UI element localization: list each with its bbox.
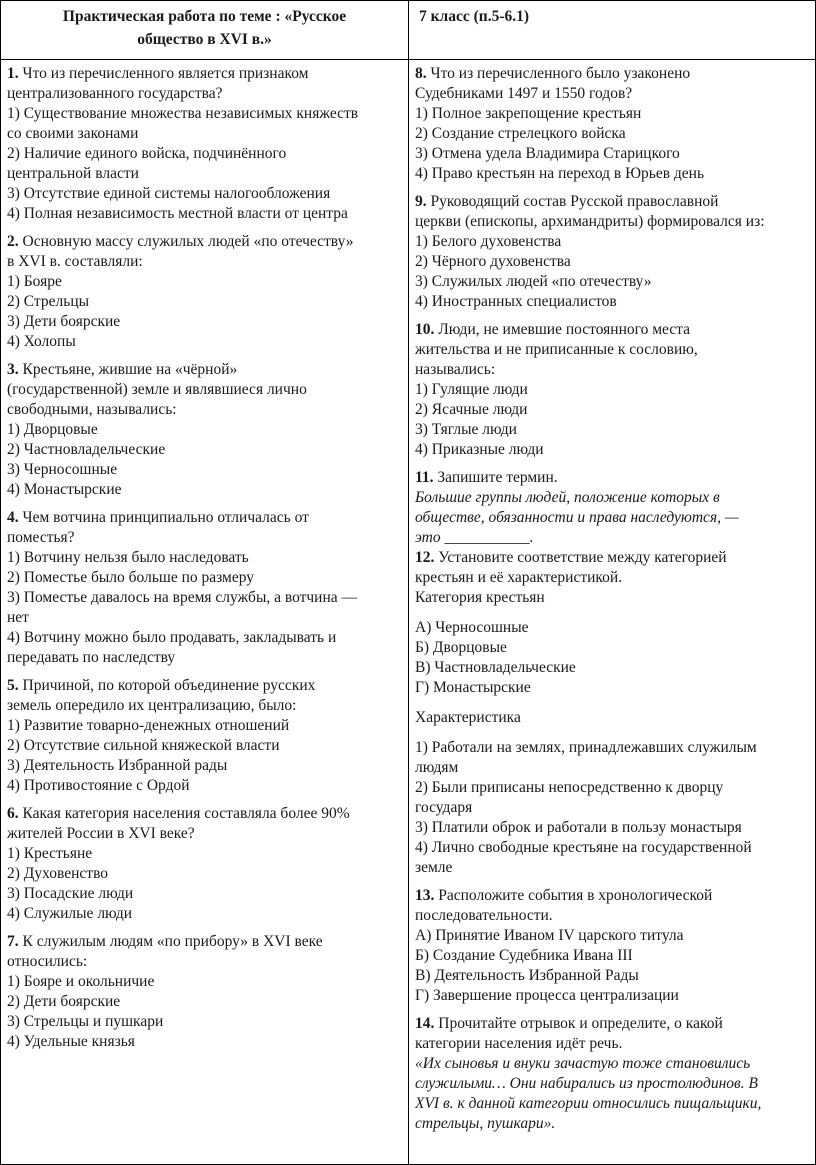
question-8 [415, 64, 811, 184]
question-4-line [7, 508, 402, 528]
question-text: Судебниками 1497 и 1550 годов? [415, 85, 633, 102]
question-text: крестьян и её характеристикой. [415, 569, 623, 586]
answer-option: нет [7, 609, 29, 626]
question-text: Какая категория населения составляла более 90% [22, 805, 350, 822]
characteristic-option: 3) Платили оброк и работали в пользу монастыря [415, 819, 742, 836]
answer-option: центральной власти [7, 165, 139, 182]
question-7 [7, 932, 402, 1052]
question-number: 5. [7, 677, 19, 694]
question-number: 4. [7, 509, 19, 526]
question-text: категории населения идёт речь. [415, 1035, 623, 1052]
title-line-1: Практическая работа по теме : «Русское [62, 8, 347, 25]
question-text: Крестьяне, жившие на «чёрной» [22, 361, 238, 378]
answer-option: Б) Создание Судебника Ивана III [415, 947, 633, 964]
answer-option: 2) Стрельцы [7, 293, 90, 310]
question-number: 10. [415, 321, 435, 338]
answer-option: 1) Бояре и окольничие [7, 973, 155, 990]
answer-option: 1) Дворцовые [7, 421, 98, 438]
question-text: последовательности. [415, 907, 553, 924]
answer-option: 2) Наличие единого войска, подчинённого [7, 145, 287, 162]
question-3 [7, 360, 402, 500]
answer-option: 1) Развитие товарно-денежных отношений [7, 717, 290, 734]
question-10 [415, 320, 811, 460]
excerpt-text: служилыми… Они набирались из простолюдинов. В [415, 1075, 758, 1092]
question-text: поместья? [7, 529, 75, 546]
question-number: 7. [7, 933, 19, 950]
question-text: Запишите термин. [437, 469, 558, 486]
answer-option: 3) Стрельцы и пушкари [7, 1013, 164, 1030]
question-text: Причиной, по которой объединение русских [22, 677, 316, 694]
question-text: Установите соответствие между категорией [438, 549, 727, 566]
question-text: Что из перечисленного является признаком [22, 65, 309, 82]
term-definition: обществе, обязанности и права наследуются, — [415, 509, 739, 526]
characteristic-option: земле [415, 859, 453, 876]
question-13-line [415, 886, 811, 906]
question-number: 11. [415, 469, 434, 486]
left-questions [1, 60, 408, 1052]
question-2-line [7, 232, 402, 252]
answer-option: 2) Отсутствие сильной княжеской власти [7, 737, 280, 754]
answer-option: 1) Полное закрепощение крестьян [415, 105, 642, 122]
question-13 [415, 886, 811, 1006]
question-11 [415, 468, 811, 548]
answer-option: 4) Противостояние с Ордой [7, 777, 190, 794]
question-number: 2. [7, 233, 19, 250]
characteristic-option: государя [415, 799, 473, 816]
right-column [409, 60, 816, 1165]
answer-option: 4) Иностранных специалистов [415, 293, 617, 310]
answer-option: 3) Посадские люди [7, 885, 134, 902]
characteristic-option: 1) Работали на землях, принадлежавших служилым [415, 739, 757, 756]
answer-option: 3) Деятельность Избранной рады [7, 757, 228, 774]
question-number: 8. [415, 65, 427, 82]
answer-option: 3) Тяглые люди [415, 421, 517, 438]
question-text: назывались: [415, 361, 496, 378]
header-grade-cell [409, 1, 816, 60]
category-option: Г) Монастырские [415, 679, 531, 696]
answer-option: 4) Удельные князья [7, 1033, 135, 1050]
answer-option: 3) Черносошные [7, 461, 118, 478]
left-column [1, 60, 409, 1165]
answer-option: 2) Чёрного духовенства [415, 253, 571, 270]
right-questions [409, 60, 815, 1134]
answer-option: 2) Создание стрелецкого войска [415, 125, 626, 142]
excerpt-text: стрельцы, пушкари». [415, 1115, 556, 1132]
question-text: Люди, не имевшие постоянного места [438, 321, 691, 338]
question-text: в XVI в. составляли: [7, 253, 143, 270]
answer-option: 2) Ясачные люди [415, 401, 528, 418]
answer-option: 4) Полная независимость местной власти от центра [7, 205, 348, 222]
question-8-line [415, 64, 811, 84]
answer-option: 2) Частновладельческие [7, 441, 166, 458]
answer-option: 1) Крестьяне [7, 845, 93, 862]
question-text: Основную массу служилых людей «по отечеству» [22, 233, 354, 250]
category-option: В) Частновладельческие [415, 659, 576, 676]
answer-option: 4) Холопы [7, 333, 76, 350]
question-14 [415, 1014, 811, 1134]
answer-option: 1) Бояре [7, 273, 62, 290]
excerpt-text: «Их сыновья и внуки зачастую тоже становились [415, 1055, 751, 1072]
question-10-line [415, 320, 811, 340]
question-number: 13. [415, 887, 435, 904]
question-text: Руководящий состав Русской православной [430, 193, 719, 210]
answer-option: 1) Вотчину нельзя было наследовать [7, 549, 249, 566]
answer-option: 4) Монастырские [7, 481, 122, 498]
question-11-line [415, 468, 811, 488]
answer-option: 3) Отсутствие единой системы налогообложения [7, 185, 331, 202]
question-text: земель опередило их централизацию, было: [7, 697, 297, 714]
question-6 [7, 804, 402, 924]
grade-label: 7 класс (п.5-6.1) [419, 8, 530, 25]
question-text: жительства и не приписанные к сословию, [415, 341, 698, 358]
question-6-line [7, 804, 402, 824]
excerpt-text: XVI в. к данной категории относились пищальщики, [415, 1095, 762, 1112]
question-number: 6. [7, 805, 19, 822]
question-number: 12. [415, 549, 435, 566]
question-text: свободными, назывались: [7, 401, 177, 418]
question-2 [7, 232, 402, 352]
question-text: централизованного государства? [7, 85, 223, 102]
term-definition: Большие группы людей, положение которых в [415, 489, 720, 506]
answer-option: 2) Духовенство [7, 865, 109, 882]
answer-option: 3) Поместье давалось на время службы, а вотчина — [7, 589, 358, 606]
answer-option: 4) Приказные люди [415, 441, 544, 458]
category-option: Б) Дворцовые [415, 639, 507, 656]
question-text: жителей России в XVI веке? [7, 825, 195, 842]
characteristic-label: Характеристика [415, 709, 521, 726]
characteristic-option: людям [415, 759, 459, 776]
question-text: К служилым людям «по прибору» в XVI веке [22, 933, 323, 950]
question-9 [415, 192, 811, 312]
question-5-line [7, 676, 402, 696]
header-title-cell [1, 1, 409, 60]
question-1 [7, 64, 402, 224]
answer-option: 4) Вотчину можно было продавать, закладывать и [7, 629, 337, 646]
question-12 [415, 548, 811, 878]
question-3-line [7, 360, 402, 380]
characteristic-option: 2) Были приписаны непосредственно к дворцу [415, 779, 724, 796]
answer-option: 3) Отмена удела Владимира Старицкого [415, 145, 680, 162]
question-text: относились: [7, 953, 88, 970]
question-5 [7, 676, 402, 796]
question-text: Чем вотчина принципиально отличалась от [22, 509, 309, 526]
answer-option: 1) Белого духовенства [415, 233, 562, 250]
title-line-2: общество в XVI в.» [137, 31, 272, 48]
category-label: Категория крестьян [415, 589, 545, 606]
answer-option: Г) Завершение процесса централизации [415, 987, 679, 1004]
answer-option: А) Принятие Иваном IV царского титула [415, 927, 684, 944]
answer-option: 3) Служилых людей «по отечеству» [415, 273, 652, 290]
question-text: Расположите события в хронологической [438, 887, 713, 904]
question-14-line [415, 1014, 811, 1034]
answer-option: со своими законами [7, 125, 139, 142]
question-number: 3. [7, 361, 19, 378]
question-text: церкви (епископы, архимандриты) формировался из: [415, 213, 765, 230]
answer-option: 1) Существование множества независимых княжеств [7, 105, 359, 122]
answer-option: 4) Право крестьян на переход в Юрьев день [415, 165, 705, 182]
question-1-line [7, 64, 402, 84]
question-number: 1. [7, 65, 19, 82]
question-text: (государственной) земле и являвшиеся лично [7, 381, 307, 398]
worksheet-title [1, 1, 408, 51]
characteristic-option: 4) Лично свободные крестьяне на государственной [415, 839, 752, 856]
answer-option: 2) Дети боярские [7, 993, 121, 1010]
question-number: 14. [415, 1015, 435, 1032]
question-9-line [415, 192, 811, 212]
question-text: Прочитайте отрывок и определите, о какой [438, 1015, 723, 1032]
answer-option: 1) Гулящие люди [415, 381, 528, 398]
question-number: 9. [415, 193, 427, 210]
term-answer-blank: это ___________. [415, 529, 534, 546]
answer-option: передавать по наследству [7, 649, 176, 666]
question-text: Что из перечисленного было узаконено [430, 65, 691, 82]
answer-option: 4) Служилые люди [7, 905, 133, 922]
question-12-line [415, 548, 811, 568]
answer-option: В) Деятельность Избранной Рады [415, 967, 639, 984]
category-option: А) Черносошные [415, 619, 529, 636]
answer-option: 3) Дети боярские [7, 313, 121, 330]
question-7-line [7, 932, 402, 952]
question-4 [7, 508, 402, 668]
answer-option: 2) Поместье было больше по размеру [7, 569, 255, 586]
